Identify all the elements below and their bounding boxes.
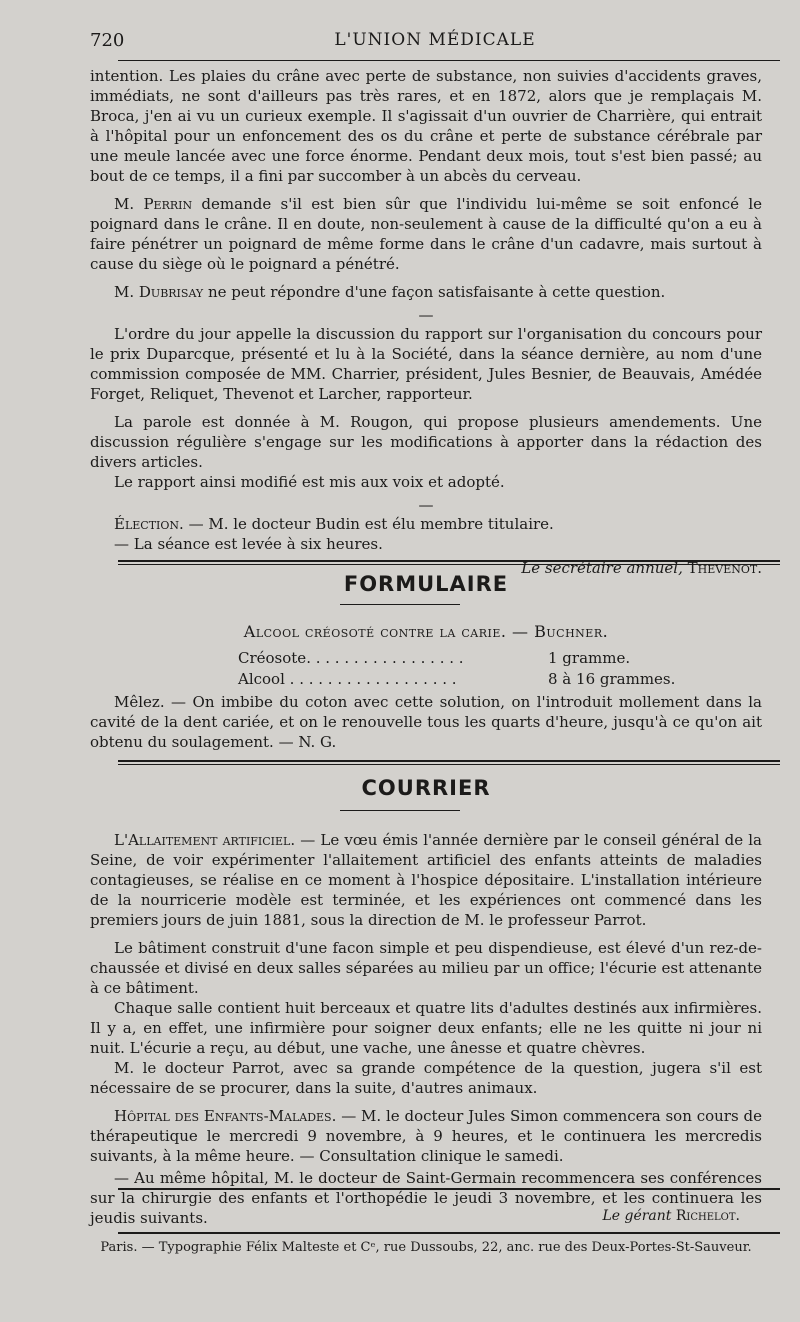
footer-divider (118, 1232, 780, 1234)
paragraph-text: — Le vœu émis l'année dernière par le conseil général de la Seine, de voir expérimenter l'allaitement artificiel des enfants atteints de maladies contagieuses, se réalise en ce moment à l'hospice dépositaire. L'installation intérieure de la nourricerie modèle est terminée, et les expériences ont commencé dans les premiers jours de juin 1881, sous la direction de M. le professeur Parrot. (90, 831, 762, 929)
paragraph-text: — M. le docteur Budin est élu membre titulaire. (183, 515, 554, 533)
paragraph: — Au même hôpital, M. le docteur de Saint-Germain recommencera ses conférences sur la chirurgie des enfants et l'orthopédie le jeudi 3 novembre, et les continuera les jeudis suivants. (90, 1169, 762, 1227)
formulaire-text (90, 692, 762, 760)
section-divider-thin (118, 764, 780, 765)
separator-dash: — (418, 306, 434, 324)
section-label: L'Allaitement artificiel. (114, 831, 296, 849)
paragraph (90, 194, 762, 274)
recipe-title: Alcool créosoté contre la carie. — Buchner. (243, 622, 609, 641)
paragraph: La parole est donnée à M. Rougon, qui propose plusieurs amendements. Une discussion régulière s'engage sur les modifications à apporter dans la rédaction des divers articles. (90, 413, 762, 471)
title-underline (340, 604, 460, 605)
speaker-name: M. Perrin (114, 195, 193, 213)
page-number: 720 (90, 30, 125, 51)
paragraph: M. le docteur Parrot, avec sa grande compétence de la question, jugera s'il est nécessaire de se procurer, dans la suite, d'autres animaux. (90, 1059, 762, 1097)
paragraph: Le rapport ainsi modifié est mis aux voix et adopté. (114, 473, 505, 491)
speaker-name: M. Dubrisay (114, 283, 204, 301)
ingredient-row (238, 669, 678, 690)
signature-role: Le secrétaire annuel, (521, 559, 683, 577)
courrier-title: COURRIER (361, 776, 491, 800)
paragraph: Le bâtiment construit d'une facon simple et peu dispendieuse, est élevé d'un rez-de-chaussée et divisé en deux salles séparées au milieu par un office; l'écurie est attenante à ce bâtiment. (90, 939, 762, 997)
ingredient-qty: 1 gramme. (548, 649, 631, 667)
society-minutes (90, 66, 762, 586)
formulaire-title: FORMULAIRE (343, 572, 509, 596)
section-divider (118, 560, 780, 562)
paragraph (90, 282, 762, 302)
header-rule (118, 60, 780, 61)
section-divider-thin (118, 564, 780, 565)
signature-name: Thevenot. (687, 559, 762, 577)
printer-imprint: Paris. — Typographie Félix Malteste et Cᵉ, rue Dussoubs, 22, anc. rue des Deux-Portes-St-Sauveur. (100, 1240, 752, 1255)
ingredient-list (238, 648, 678, 690)
section-label: Élection. (114, 515, 184, 533)
ingredient-name: Créosote. . . . . . . . . . . . . . . . . (238, 649, 464, 667)
footer-divider (118, 1188, 780, 1190)
journal-title: L'UNION MÉDICALE (334, 30, 536, 50)
paragraph (90, 830, 762, 930)
title-underline (340, 810, 460, 811)
ingredient-name: Alcool . . . . . . . . . . . . . . . . . . (238, 670, 457, 688)
paragraph-text: demande s'il est bien sûr que l'individu lui-même se soit enfoncé le poignard dans le crâne. Il en doute, non-seulement à cause de la difficulté qu'on a eu à faire pénétrer un poignard de même forme dans le crâne d'un cadavre, mais surtout à cause du siège où le poignard a pénétré. (90, 195, 762, 273)
paragraph-text: — M. le docteur Jules Simon commencera son cours de thérapeutique le mercredi 9 novembre, à 9 heures, et le continuera les mercredis suivants, à la même heure. — Consultation clinique le samedi. (90, 1107, 762, 1165)
gerant-label: Le gérant (602, 1208, 672, 1224)
courrier-text (90, 830, 762, 1236)
paragraph: Chaque salle contient huit berceaux et quatre lits d'adultes destinés aux infirmières. Il y a, en effet, une infirmière pour soigner deux enfants; elle ne les quitte ni jour ni nuit. L'écurie a reçu, au début, une vache, une ânesse et quatre chèvres. (90, 999, 762, 1057)
paragraph: Mêlez. — On imbibe du coton avec cette solution, on l'introduit mollement dans la cavité de la dent cariée, et on le renouvelle tous les quarts d'heure, jusqu'à ce qu'on ait obtenu du soulagement. — N. G. (90, 693, 762, 751)
paragraph: — La séance est levée à six heures. (114, 535, 383, 553)
paragraph: intention. Les plaies du crâne avec perte de substance, non suivies d'accidents graves, immédiats, ne sont d'ailleurs pas très rares, et en 1872, alors que je remplaçais M. Broca, j'en ai vu un curieux exemple. Il s'agissait d'un ouvrier de Charrière, qui entrait à l'hôpital pour un enfoncement des os du crâne et perte de substance cérébrale par une meule lancée avec une force énorme. Pendant deux mois, tout s'est bien passé; au bout de ce temps, il a fini par succomber à un abcès du cerveau. (90, 67, 762, 185)
separator-dash: — (418, 496, 434, 514)
paragraph: L'ordre du jour appelle la discussion du rapport sur l'organisation du concours pour le prix Duparcque, présenté et lu à la Société, dans la séance dernière, au nom d'une commission composée de MM. Charrier, président, Jules Besnier, de Beauvais, Amédée Forget, Reliquet, Thevenot et Larcher, rapporteur. (90, 325, 762, 403)
paragraph (90, 514, 762, 534)
section-label: Hôpital des Enfants-Malades. (114, 1107, 337, 1125)
ingredient-row (238, 648, 678, 669)
paragraph (90, 1106, 762, 1166)
paragraph-text: ne peut répondre d'une façon satisfaisante à cette question. (203, 283, 666, 301)
ingredient-qty: 8 à 16 grammes. (548, 670, 676, 688)
section-divider (118, 760, 780, 762)
gerant-signature (90, 1208, 740, 1224)
running-header (90, 30, 780, 54)
gerant-name: Richelot. (675, 1208, 740, 1224)
